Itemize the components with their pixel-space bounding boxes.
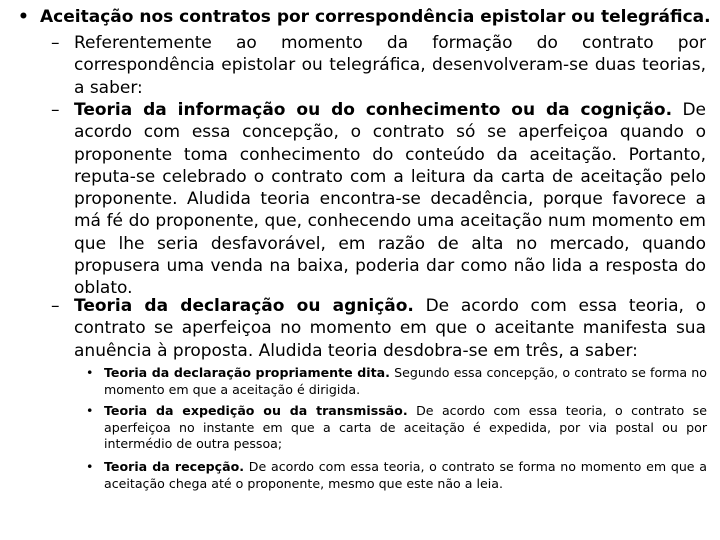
point-text: De acordo com essa concepção, o contrato só se aperfeiçoa quando o proponente toma conhecimento do conteúdo da aceitação. Portanto, reputa-se celebrado o contrato com a leitura da carta de aceitação pelo proponente. Aludida teoria encontra-se decadência, porque favorece a má fé do proponente, que, conhecendo uma aceitação num momento em que lhe seria desfavorável, em razão de alta no mercado, quando propusera uma venda na baixa, poderia dar como não lida a resposta do oblato. (74, 100, 707, 299)
bullet-icon: • (18, 7, 29, 27)
subpoint-text: De acordo com essa teoria, o contrato se forma no momento em que a aceitação chega até o proponente, mesmo que este não a leia. (104, 459, 707, 491)
dash-icon: – (51, 100, 60, 120)
bullet-icon: • (86, 403, 94, 418)
bullet-icon: • (86, 365, 94, 380)
subpoint-text: De acordo com essa teoria, o contrato se aperfeiçoa no instante em que a carta de aceitação é expedida, por via postal ou por intermédio de outra pessoa; (104, 403, 707, 451)
point-term: Teoria da informação ou do conhecimento ou da cognição. (74, 100, 673, 120)
subpoint-term: Teoria da recepção. (104, 459, 245, 474)
bullet-icon: • (86, 459, 94, 474)
main-heading: Aceitação nos contratos por correspondência epistolar ou telegráfica. (40, 7, 711, 27)
subpoint-term: Teoria da expedição ou da transmissão. (104, 403, 408, 418)
point-text: De acordo com essa teoria, o contrato se aperfeiçoa no momento em que o aceitante manifesta sua anuência à proposta. Aludida teoria desdobra-se em três, a saber: (74, 296, 706, 361)
point-term: Teoria da declaração ou agnição. (74, 296, 414, 316)
subpoint-text: Segundo essa concepção, o contrato se forma no momento em que a aceitação é dirigida. (104, 365, 707, 397)
dash-icon: – (51, 33, 60, 53)
point-text: Referentemente ao momento da formação do contrato por correspondência epistolar ou telegráfica, desenvolveram-se duas teorias, a saber: (74, 33, 706, 98)
dash-icon: – (51, 296, 60, 316)
subpoint-term: Teoria da declaração propriamente dita. (104, 365, 390, 380)
